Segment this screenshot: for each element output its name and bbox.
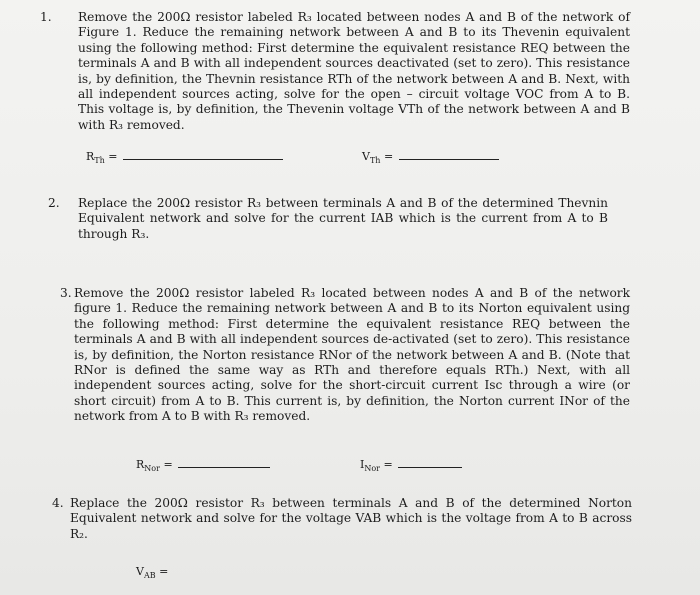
rth-answer-line[interactable] <box>123 158 283 160</box>
inor-answer: $I_{Nor}$ = <box>360 458 462 473</box>
vth-answer-line[interactable] <box>399 158 499 160</box>
vab-answer: $V_{AB}$ = <box>136 565 169 581</box>
problem-3-number: 3. <box>60 286 72 300</box>
rth-answer: $R_{Th}$ = <box>86 150 283 165</box>
problem-1-number: 1. <box>40 10 52 24</box>
problem-4-number: 4. <box>52 496 64 510</box>
inor-answer-line[interactable] <box>398 466 462 468</box>
rnor-answer: $R_{Nor}$ = <box>136 458 270 473</box>
problem-1-text: Remove the 200Ω resistor labeled R₃ located between nodes A and B of the network of Figure 1. Reduce the remaining network between A and B to its Thevenin equivalent using the following method: First determine the equivalent resistance REQ between the terminals A and B with all independent sources deactivated (set to zero). This resistance is, by definition, the Thevnin resistance RTh of the network between A and B. Next, with all independent sources acting, solve for the open – circuit voltage VOC from A to B. This voltage is, by definition, the Thevenin voltage VTh of the network between A and B with R₃ removed. <box>78 10 630 132</box>
problem-2-text: Replace the 200Ω resistor R₃ between terminals A and B of the determined Thevnin Equivalent network and solve for the current IAB which is the current from A to B through R₃. <box>78 196 608 241</box>
problem-2 <box>48 196 608 242</box>
vth-answer: $V_{Th}$ = <box>362 150 499 165</box>
problem-4-text: Replace the 200Ω resistor R₃ between terminals A and B of the determined Norton Equivalent network and solve for the voltage VAB which is the voltage from A to B across R₂. <box>70 496 632 541</box>
problem-2-number: 2. <box>48 196 60 210</box>
problem-3 <box>60 286 630 425</box>
rnor-answer-line[interactable] <box>178 466 270 468</box>
problem-4 <box>52 496 632 542</box>
problem-3-text: Remove the 200Ω resistor labeled R₃ located between nodes A and B of the network figure 1. Reduce the remaining network between A and B to its Norton equivalent using the following method: First determine the equivalent resistance REQ between the terminals A and B with all independent sources de-activated (set to zero). This resistance is, by definition, the Norton resistance RNor of the network between A and B. (Note that RNor is defined the same way as RTh and therefore equals RTh.) Next, with all independent sources acting, solve for the short-circuit current Isc through a wire (or short circuit) from A to B. This current is, by definition, the Norton current INor of the network from A to B with R₃ removed. <box>74 286 630 424</box>
problem-1 <box>40 10 630 133</box>
